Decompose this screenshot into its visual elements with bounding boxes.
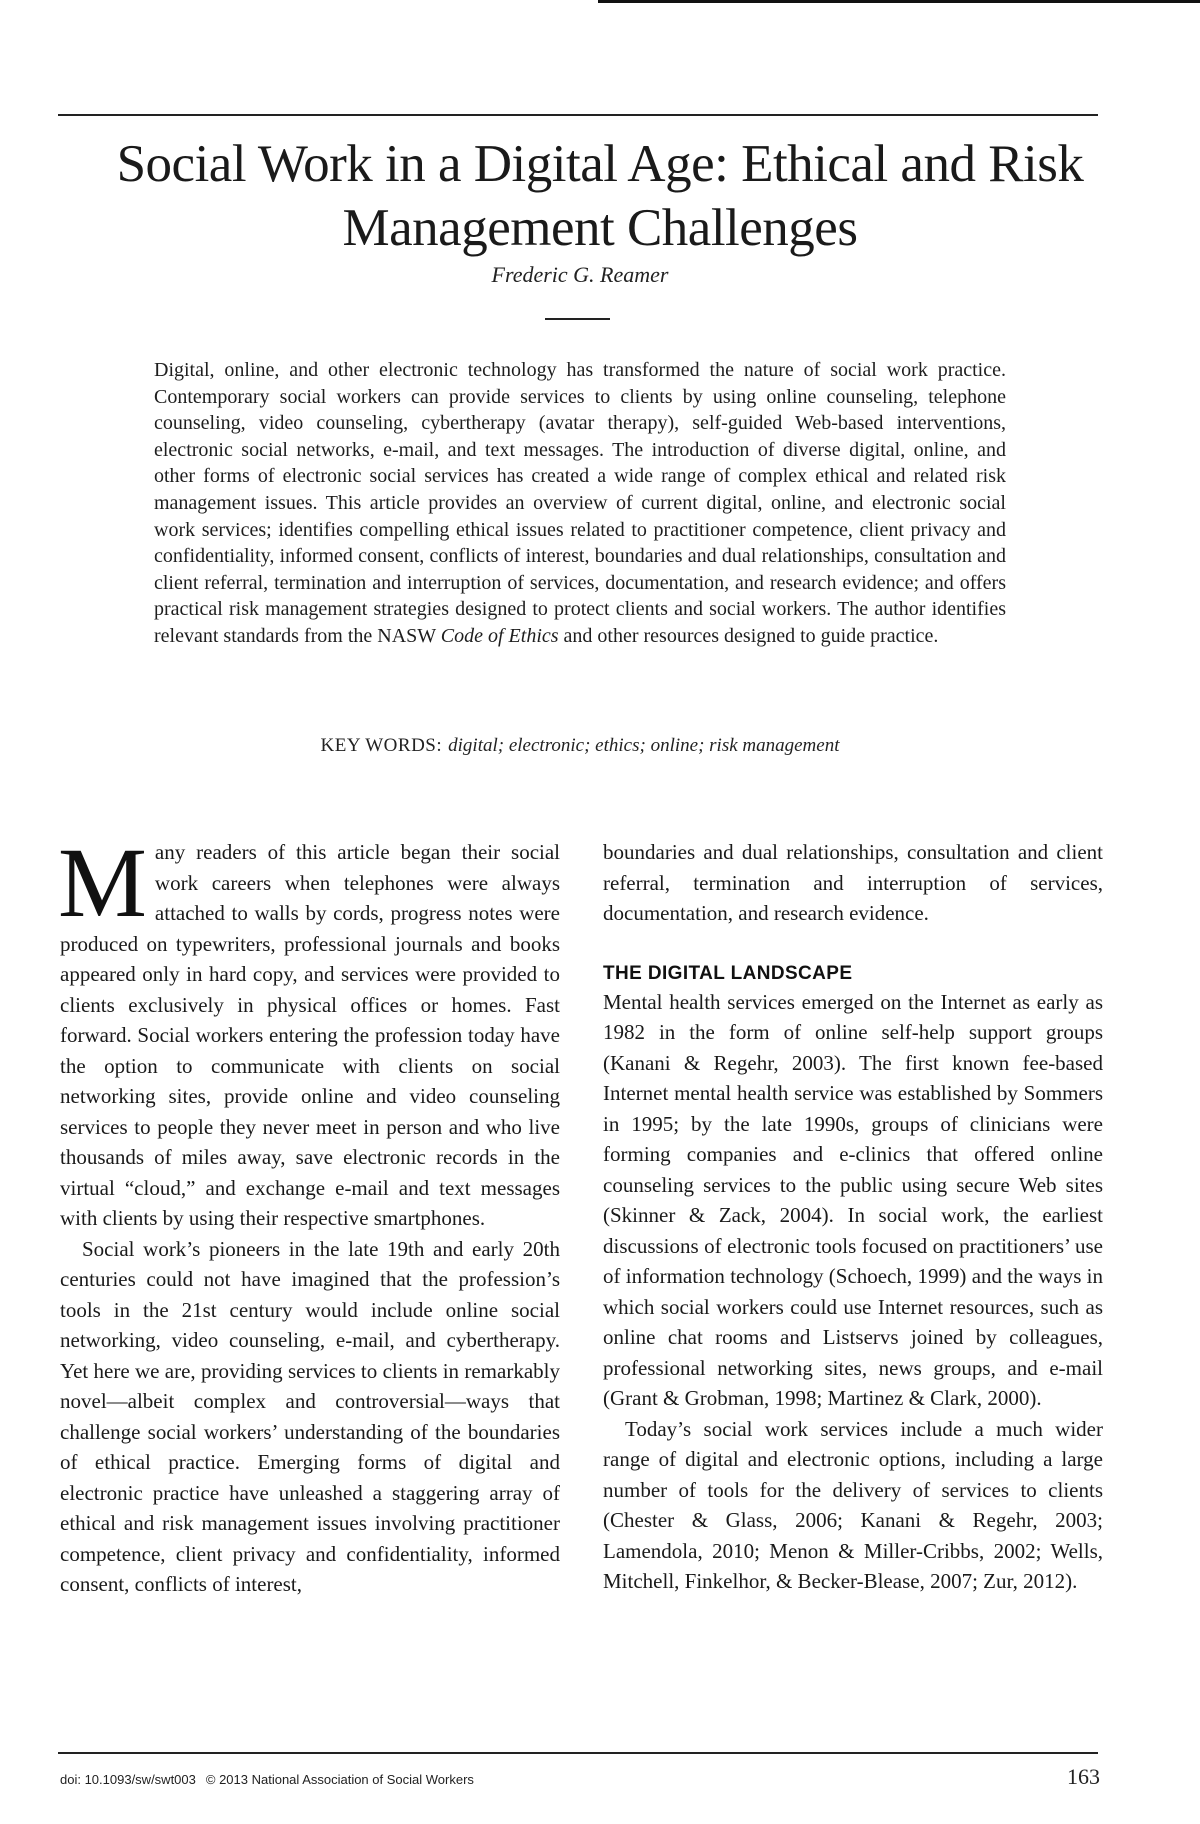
- section-heading: THE DIGITAL LANDSCAPE: [603, 962, 853, 984]
- header-rule: [58, 114, 1098, 116]
- abstract-text: Digital, online, and other electronic technology has transformed the nature of social work practice. Contemporary social workers can provide services to clients by using online counseling, telephone counseling, video counseling, cybertherapy (avatar therapy), self-guided Web-based interventions, electronic social networks, e-mail, and text messages. The introduction of diverse digital, online, and other forms of electronic social services has created a wide range of complex ethical and related risk management issues. This article provides an overview of current digital, online, and electronic social work services; identifies compelling ethical issues related to practitioner competence, client privacy and confidentiality, informed consent, conflicts of interest, boundaries and dual relationships, consultation and client referral, termination and interruption of services, documentation, and research evidence; and offers practical risk management strategies designed to protect clients and social workers. The author identifies relevant standards from the NASW: [154, 359, 1006, 647]
- drop-cap: M: [58, 827, 147, 938]
- author-name: Frederic G. Reamer: [491, 262, 669, 287]
- body-paragraph-1-text: any readers of this article began their social work careers when telephones were always attached to walls by cords, progress notes were produced on typewriters, professional journals and books appeared only in hard copy, and services were provided to clients exclusively in physical offices or homes. Fast forward. Social workers entering the profession today have the option to communicate with clients on social networking sites, provide online and video counseling services to people they never meet in person and who live thousands of miles away, save electronic records in the virtual “cloud,” and exchange e-mail and text messages with clients by using their respective smartphones.: [60, 840, 560, 1230]
- body-column-right: [603, 837, 1103, 1597]
- body-column-left: [58, 827, 560, 1600]
- page-number: 163: [1067, 1764, 1100, 1789]
- footer-rule: [58, 1752, 1098, 1754]
- title-divider: [545, 318, 610, 320]
- body-paragraph-3: Mental health services emerged on the Internet as early as 1982 in the form of online self-help support groups (Kanani & Regehr, 2003). The first known fee-based Internet mental health service was established by Sommers in 1995; by the late 1990s, groups of clinicians were forming companies and e-clinics that offered online counseling services to the public using secure Web sites (Skinner & Zack, 2004). In social work, the earliest discussions of electronic tools focused on practitioners’ use of information technology (Schoech, 1999) and the ways in which social workers could use Internet resources, such as online chat rooms and Listservs joined by colleagues, professional networking sites, news groups, and e-mail (Grant & Grobman, 1998; Martinez & Clark, 2000).: [603, 989, 1103, 1410]
- body-paragraph-1: [58, 827, 560, 1234]
- keywords: [0, 735, 1160, 757]
- body-paragraph-2: Social work’s pioneers in the late 19th and early 20th centuries could not have imagined that the profession’s tools in the 21st century would include online social networking, video counseling, e-mail, and cybertherapy. Yet here we are, providing services to clients in remarkably novel—albeit complex and controversial—ways that challenge social workers’ understanding of the boundaries of ethical practice. Emerging forms of digital and electronic practice have unleashed a staggering array of ethical and risk management issues involving practitioner competence, client privacy and confidentiality, informed consent, conflicts of interest,: [60, 1236, 560, 1596]
- keywords-label: KEY WORDS:: [320, 735, 443, 756]
- body-paragraph-continued: boundaries and dual relationships, consultation and client referral, termination and interruption of services, documentation, and research evidence.: [603, 840, 1103, 925]
- scan-top-edge-rule: [598, 0, 1200, 3]
- keywords-terms: digital; electronic; ethics; online; risk management: [448, 735, 840, 756]
- article-title: Social Work in a Digital Age: Ethical and Risk Management Challenges: [116, 135, 1084, 257]
- footer-citation: [60, 1772, 474, 1787]
- body-paragraph-4: Today’s social work services include a much wider range of digital and electronic options, including a large number of tools for the delivery of services to clients (Chester & Glass, 2006; Kanani & Regehr, 2003; Lamendola, 2010; Menon & Miller-Cribbs, 2002; Wells, Mitchell, Finkelhor, & Becker-Blease, 2007; Zur, 2012).: [603, 1416, 1103, 1593]
- abstract: [154, 357, 1006, 650]
- abstract-end: and other resources designed to guide practice.: [563, 624, 939, 647]
- copyright: © 2013 National Association of Social Workers: [205, 1772, 474, 1787]
- doi: doi: 10.1093/sw/swt003: [60, 1772, 196, 1787]
- abstract-code-of-ethics: Code of Ethics: [440, 624, 559, 647]
